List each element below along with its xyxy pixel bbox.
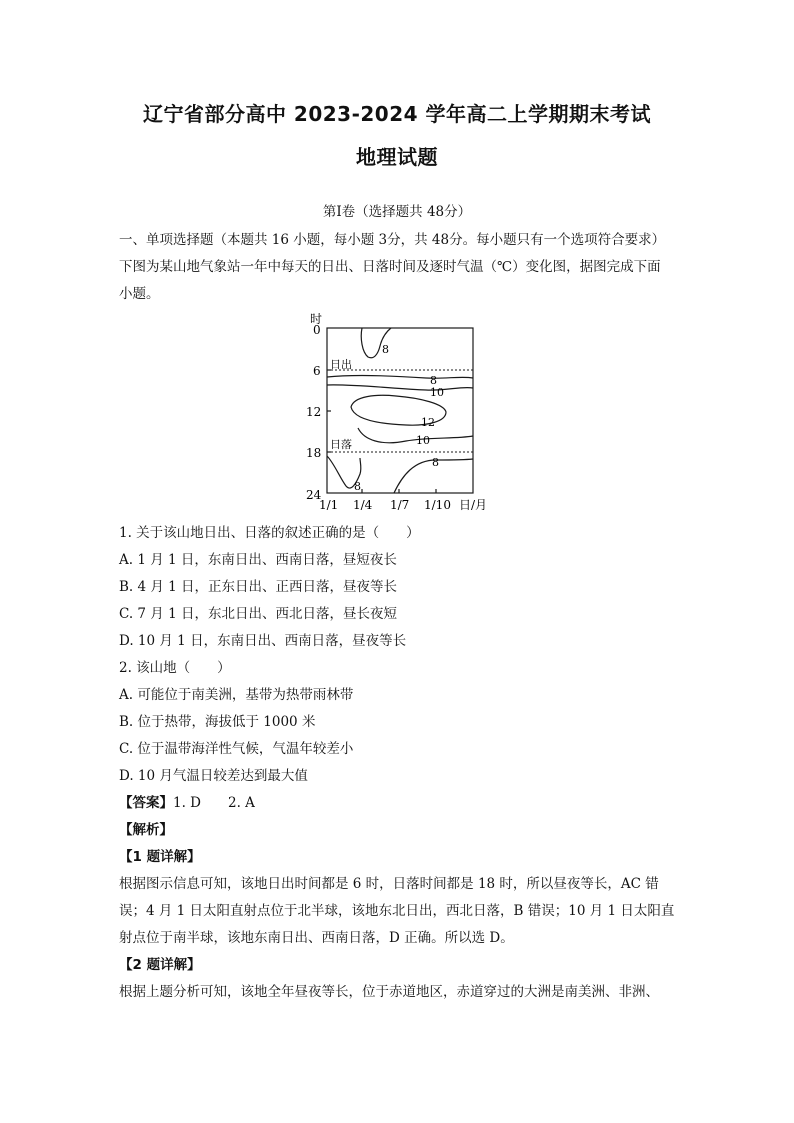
contour-label-8-top: 8: [382, 343, 389, 356]
document-title: 辽宁省部分高中 2023-2024 学年高二上学期期末考试: [142, 102, 652, 126]
contour-label-10-upper: 10: [430, 386, 444, 399]
y-unit-label: 时: [310, 312, 323, 326]
analysis-label: 【解析】: [119, 822, 173, 838]
x-tick-1-7: 1/7: [390, 498, 410, 512]
contour-label-8-bottom: 8: [354, 480, 361, 493]
document-subtitle: 地理试题: [356, 145, 438, 169]
q1-detail-label: 【1 题详解】: [119, 849, 201, 865]
contour-label-12: 12: [421, 416, 435, 429]
question-2-option-b: B. 位于热带，海拔低于 1000 米: [119, 714, 316, 730]
q1-detail-line-3: 射点位于南半球，该地东南日出、西南日落，D 正确。所以选 D。: [119, 930, 514, 946]
contour-10-upper: [327, 385, 473, 390]
answer-values: 1. D 2. A: [173, 795, 255, 811]
question-1-option-d: D. 10 月 1 日，东南日出、西南日落，昼夜等长: [119, 633, 407, 649]
sunrise-sunset-temperature-figure: [296, 308, 496, 516]
answer-label: 【答案】: [119, 795, 173, 811]
contour-label-8-lower: 8: [432, 456, 439, 469]
contour-8-upper: [327, 375, 473, 378]
instructions-line-1: 一、单项选择题（本题共 16 小题，每小题 3分，共 48分。每小题只有一个选项符合要求）: [119, 232, 666, 248]
sunset-label: 日落: [330, 438, 352, 451]
x-unit-label: 日/月: [459, 498, 488, 512]
q1-detail-line-1: 根据图示信息可知，该地日出时间都是 6 时，日落时间都是 18 时，所以昼夜等长，AC 错: [119, 876, 659, 892]
question-1-option-a: A. 1 月 1 日，东南日出、西南日落，昼短夜长: [119, 552, 397, 568]
question-1-stem: 1. 关于该山地日出、日落的叙述正确的是（ ）: [119, 525, 420, 541]
y-tick-0: 0: [313, 323, 321, 337]
plot-frame: [327, 328, 473, 493]
q2-detail-line-1: 根据上题分析可知，该地全年昼夜等长，位于赤道地区，赤道穿过的大洲是南美洲、非洲、: [119, 984, 659, 1000]
answer-line: [119, 795, 255, 811]
y-tick-6: 6: [313, 364, 321, 378]
question-2-stem: 2. 该山地（ ）: [119, 660, 231, 676]
q2-detail-label: 【2 题详解】: [119, 957, 201, 973]
section-header: 第Ⅰ卷（选择题共 48分）: [322, 204, 472, 220]
instructions-line-2: 下图为某山地气象站一年中每天的日出、日落时间及逐时气温（℃）变化图，据图完成下面: [119, 259, 661, 275]
question-1-option-b: B. 4 月 1 日，正东日出、正西日落，昼夜等长: [119, 579, 398, 595]
x-tick-1-10: 1/10: [424, 498, 451, 512]
y-tick-18: 18: [306, 446, 322, 460]
sunrise-label: 日出: [330, 358, 352, 371]
q1-detail-line-2: 误；4 月 1 日太阳直射点位于北半球，该地东北日出，西北日落，B 错误；10 月 1 日太阳直: [119, 903, 675, 919]
question-2-option-a: A. 可能位于南美洲，基带为热带雨林带: [119, 687, 354, 703]
contour-label-8-upper: 8: [430, 374, 437, 387]
question-2-option-c: C. 位于温带海洋性气候，气温年较差小: [119, 741, 354, 757]
question-2-option-d: D. 10 月气温日较差达到最大值: [119, 768, 308, 784]
y-tick-24: 24: [306, 488, 322, 502]
contour-label-10-lower: 10: [416, 434, 430, 447]
question-1-option-c: C. 7 月 1 日，东北日出、西北日落，昼长夜短: [119, 606, 397, 622]
instructions-line-3: 小题。: [119, 286, 160, 302]
x-tick-1-1: 1/1: [319, 498, 339, 512]
x-tick-1-4: 1/4: [353, 498, 373, 512]
y-tick-12: 12: [306, 405, 322, 419]
